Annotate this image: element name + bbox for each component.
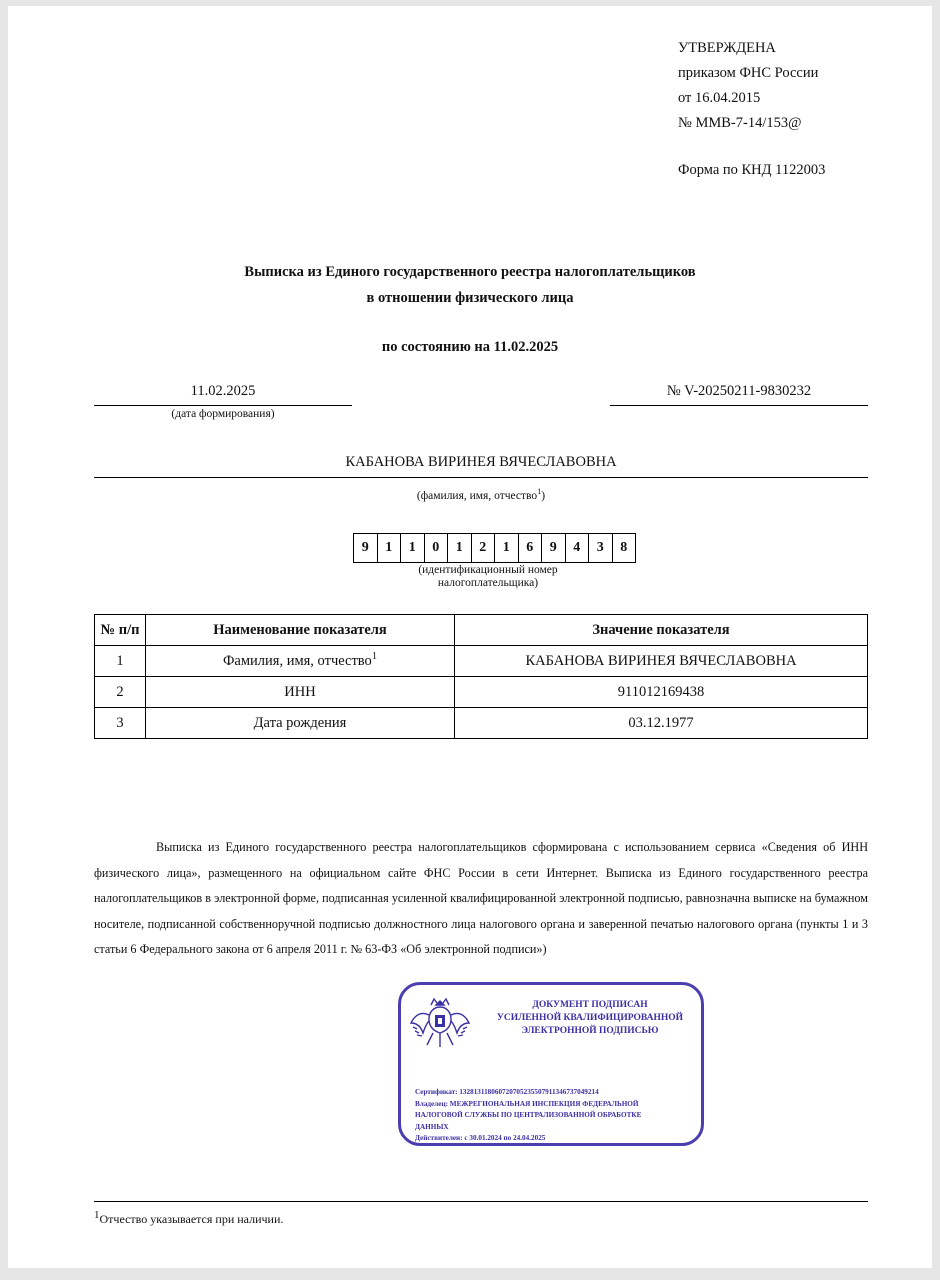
stamp-heading: ДОКУМЕНТ ПОДПИСАН УСИЛЕННОЙ КВАЛИФИЦИРОВАННОЙ ЭЛЕКТРОННОЙ ПОДПИСЬЮ xyxy=(496,1000,684,1036)
approval-line: УТВЕРЖДЕНА xyxy=(678,40,776,56)
electronic-signature-stamp xyxy=(398,982,704,1146)
footnote: $^1$Отчество указывается при наличии. xyxy=(94,1209,284,1226)
document-number: № V-20250211-9830232 xyxy=(666,383,812,399)
inn-digit-boxes xyxy=(353,533,636,563)
inn-digit-cell: 1 xyxy=(448,533,472,563)
inn-digit-cell: 2 xyxy=(472,533,496,563)
inn-digit-cell: 0 xyxy=(425,533,449,563)
form-code: Форма по КНД 1122003 xyxy=(678,162,826,178)
column-header: Наименование показателя xyxy=(146,615,455,646)
approval-line: приказом ФНС России xyxy=(678,65,819,81)
formation-date-caption: (дата формирования) xyxy=(171,408,275,420)
footnote-marker: 1 xyxy=(371,650,378,662)
table-header-row xyxy=(95,615,868,646)
inn-digit-cell: 8 xyxy=(613,533,637,563)
approval-line: от 16.04.2015 xyxy=(678,90,761,106)
table-row xyxy=(95,646,868,677)
certificate-owner: НАЛОГОВОЙ СЛУЖБЫ ПО ЦЕНТРАЛИЗОВАННОЙ ОБРАБОТКЕ xyxy=(415,1111,642,1119)
full-name-caption: (фамилия, имя, отчество$^1$) xyxy=(416,487,546,502)
indicators-table xyxy=(94,614,868,739)
formation-date: 11.02.2025 xyxy=(190,383,256,399)
russian-coat-of-arms-icon xyxy=(407,993,473,1059)
inn-digit-cell: 9 xyxy=(354,533,378,563)
document-page xyxy=(8,6,932,1268)
approval-block xyxy=(678,36,818,136)
approval-line: № ММВ-7-14/153@ xyxy=(678,115,802,131)
indicator-name: ИНН xyxy=(146,677,455,708)
inn-digit-cell: 1 xyxy=(495,533,519,563)
certificate-owner: ДАННЫХ xyxy=(415,1122,449,1131)
inn-digit-cell: 6 xyxy=(519,533,543,563)
inn-digit-cell: 1 xyxy=(378,533,402,563)
document-title-line2: в отношении физического лица xyxy=(366,290,574,306)
row-number: 2 xyxy=(95,677,146,708)
inn-digit-cell: 9 xyxy=(542,533,566,563)
indicator-name: Фамилия, имя, отчество$^1$ xyxy=(146,646,455,677)
indicator-value: 911012169438 xyxy=(455,677,868,708)
indicator-name: Дата рождения xyxy=(146,708,455,739)
as-of-date: по состоянию на 11.02.2025 xyxy=(381,339,559,355)
person-full-name: КАБАНОВА ВИРИНЕЯ ВЯЧЕСЛАВОВНА xyxy=(345,454,617,470)
divider xyxy=(94,405,352,406)
inn-caption: (идентификационный номер налогоплательщика) xyxy=(418,564,558,589)
inn-digit-cell: 4 xyxy=(566,533,590,563)
footnote-divider xyxy=(94,1201,868,1202)
divider xyxy=(94,477,868,478)
indicator-value: 03.12.1977 xyxy=(455,708,868,739)
indicator-value: КАБАНОВА ВИРИНЕЯ ВЯЧЕСЛАВОВНА xyxy=(455,646,868,677)
row-number: 1 xyxy=(95,646,146,677)
table-row xyxy=(95,677,868,708)
inn-digit-cell: 3 xyxy=(589,533,613,563)
footnote-marker: 1 xyxy=(537,487,542,497)
inn-digit-cell: 1 xyxy=(401,533,425,563)
row-number: 3 xyxy=(95,708,146,739)
divider xyxy=(610,405,868,406)
legal-statement: Выписка из Единого государственного реестра налогоплательщиков сформирована с использованием сервиса «Сведения об ИНН физического лица», размещенного на официальном сайте ФНС России в сети Интернет. Выписка из Единого государственного реестра налогоплательщиков в электронной форме, подписанная усиленной квалифицированной электронной подписью, равнозначна выписке на бумажном носителе, подписанной собственноручной подписью должностного лица налогового органа и заверенной печатью налогового органа (пункты 1 и 3 статьи 6 Федерального закона от 6 апреля 2011 г. № 63-ФЗ «Об электронной подписи») xyxy=(94,840,868,956)
certificate-owner: Владелец: МЕЖРЕГИОНАЛЬНАЯ ИНСПЕКЦИЯ ФЕДЕРАЛЬНОЙ xyxy=(415,1099,639,1108)
column-header: Значение показателя xyxy=(455,615,868,646)
stamp-details xyxy=(415,1087,695,1145)
certificate-validity: Действителен: с 30.01.2024 по 24.04.2025 xyxy=(415,1134,546,1142)
footnote-marker: 1 xyxy=(94,1209,100,1221)
certificate-number: Сертификат: 132813118060720705235507911346737049214 xyxy=(415,1088,599,1096)
document-title-line1: Выписка из Единого государственного реестра налогоплательщиков xyxy=(244,264,696,280)
column-header: № п/п xyxy=(95,615,146,646)
table-row xyxy=(95,708,868,739)
